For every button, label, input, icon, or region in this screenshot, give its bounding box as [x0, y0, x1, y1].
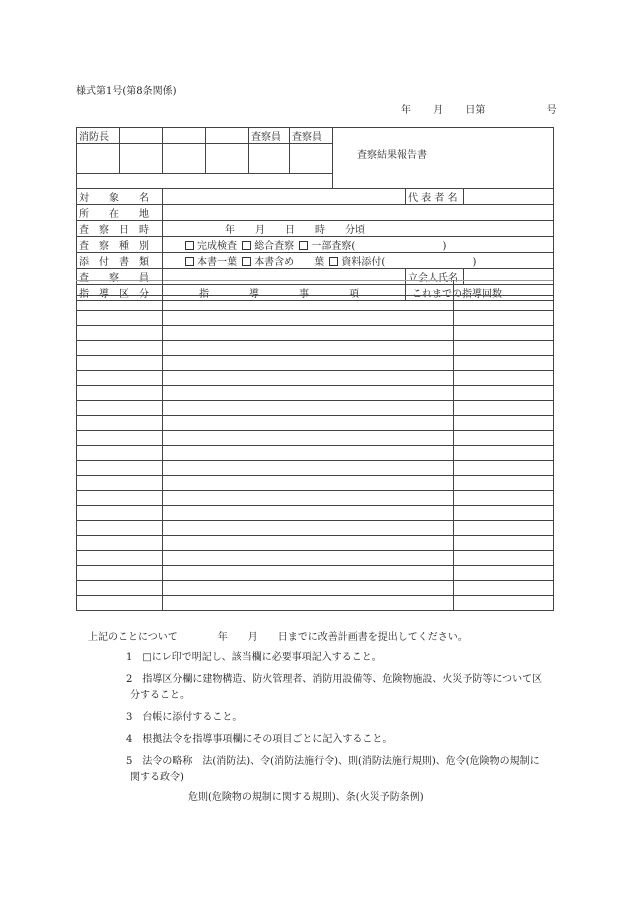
guidance-count-cell[interactable] [454, 476, 554, 491]
guidance-item-cell[interactable] [163, 311, 454, 326]
note-4: 4 根拠法令を指導事項欄にその項目ごとに記入すること。 [126, 734, 393, 745]
guidance-item-cell[interactable] [163, 581, 454, 596]
representative-label: 代 表 者 名 [406, 189, 464, 205]
guidance-item-cell[interactable] [163, 431, 454, 446]
guidance-item-cell[interactable] [163, 491, 454, 506]
guidance-count-cell[interactable] [454, 341, 554, 356]
guidance-item-cell[interactable] [163, 371, 454, 386]
guidance-category-cell[interactable] [77, 461, 163, 476]
guidance-row [77, 536, 554, 551]
guidance-row [77, 461, 554, 476]
guidance-item-cell[interactable] [163, 536, 454, 551]
guidance-row [77, 386, 554, 401]
guidance-item-cell[interactable] [163, 386, 454, 401]
guidance-count-cell[interactable] [454, 536, 554, 551]
guidance-item-cell[interactable] [163, 596, 454, 611]
guidance-category-cell[interactable] [77, 581, 163, 596]
checkbox-one-sheet[interactable] [185, 257, 194, 266]
guidance-item-cell[interactable] [163, 566, 454, 581]
inspector1-header-cell: 査察員 [249, 128, 290, 144]
notes-intro: 上記のことについて 年 月 日までに改善計画書を提出してください。 [88, 632, 468, 643]
guidance-category-cell[interactable] [77, 401, 163, 416]
guidance-count-cell[interactable] [454, 371, 554, 386]
note-2: 2 指導区分欄に建物構造、防火管理者、消防用設備等、危険物施設、火災予防等について区 [126, 674, 543, 685]
guidance-row [77, 296, 554, 311]
guidance-count-cell[interactable] [454, 356, 554, 371]
guidance-item-cell[interactable] [163, 401, 454, 416]
note-5-cont: 関する政令) [130, 772, 184, 783]
guidance-count-header: これまでの指導回数 [406, 285, 554, 301]
representative-field[interactable] [464, 189, 554, 205]
inspector2-sign-box[interactable] [290, 144, 333, 174]
guidance-row [77, 551, 554, 566]
guidance-count-cell[interactable] [454, 311, 554, 326]
guidance-count-cell[interactable] [454, 296, 554, 311]
guidance-row [77, 371, 554, 386]
guidance-row [77, 596, 554, 611]
guidance-category-cell[interactable] [77, 341, 163, 356]
type-label: 査 察 種 別 [77, 237, 163, 253]
guidance-category-cell[interactable] [77, 596, 163, 611]
guidance-count-cell[interactable] [454, 491, 554, 506]
guidance-row [77, 401, 554, 416]
guidance-row [77, 521, 554, 536]
guidance-count-cell[interactable] [454, 596, 554, 611]
date-year: 年 [401, 105, 411, 116]
inspector2-header-cell: 査察員 [290, 128, 333, 144]
guidance-row [77, 446, 554, 461]
notes [88, 632, 542, 804]
inspector1-sign-box[interactable] [249, 144, 290, 174]
guidance-item-cell[interactable] [163, 281, 454, 296]
date-line [401, 105, 557, 117]
guidance-category-cell[interactable] [77, 386, 163, 401]
checkbox-partial[interactable] [299, 241, 308, 250]
date-month: 月 [433, 105, 444, 116]
attach-field: 本書一葉 本書含め 葉 資料添付( ) [163, 253, 554, 269]
guidance-row [77, 311, 554, 326]
guidance-row [77, 491, 554, 506]
guidance-item-cell[interactable] [163, 341, 454, 356]
guidance-category-cell[interactable] [77, 431, 163, 446]
guidance-category-cell[interactable] [77, 356, 163, 371]
guidance-category-header: 指 導 区 分 [77, 285, 163, 301]
location-label: 所 在 地 [77, 205, 163, 221]
checkbox-including[interactable] [242, 257, 251, 266]
note-5-cont2: 危則(危険物の規制に関する規則)、条(火災予防条例) [188, 792, 424, 803]
guidance-item-cell[interactable] [163, 521, 454, 536]
inspector-label: 査 察 員 [77, 269, 163, 285]
guidance-item-cell[interactable] [163, 446, 454, 461]
checkbox-complete[interactable] [185, 241, 194, 250]
guidance-count-cell[interactable] [454, 461, 554, 476]
guidance-count-cell[interactable] [454, 431, 554, 446]
guidance-row [77, 326, 554, 341]
guidance-category-cell[interactable] [77, 281, 163, 296]
guidance-row [77, 506, 554, 521]
guidance-category-cell[interactable] [77, 491, 163, 506]
guidance-item-cell[interactable] [163, 476, 454, 491]
guidance-count-cell[interactable] [454, 386, 554, 401]
guidance-item-cell[interactable] [163, 461, 454, 476]
guidance-count-cell[interactable] [454, 551, 554, 566]
guidance-count-cell[interactable] [454, 566, 554, 581]
guidance-row [77, 431, 554, 446]
guidance-row [77, 356, 554, 371]
guidance-category-cell[interactable] [77, 506, 163, 521]
guidance-category-cell[interactable] [77, 566, 163, 581]
sign-box-2[interactable] [120, 144, 163, 174]
report-title: 査察結果報告書 [357, 150, 427, 161]
note-5: 5 法令の略称 法(消防法)、令(消防法施行令)、則(消防法施行規則)、危令(危険物の規制に [126, 756, 540, 767]
guidance-grid [76, 280, 554, 611]
type-field: 完成検査 総合査察 一部査察( ) [163, 237, 554, 253]
location-field[interactable] [163, 205, 554, 221]
guidance-count-cell[interactable] [454, 326, 554, 341]
guidance-item-cell[interactable] [163, 356, 454, 371]
guidance-category-cell[interactable] [77, 476, 163, 491]
guidance-category-cell[interactable] [77, 536, 163, 551]
guidance-items-header: 指 導 事 項 [163, 285, 406, 301]
guidance-count-cell[interactable] [454, 581, 554, 596]
checkbox-general[interactable] [242, 241, 251, 250]
guidance-row [77, 581, 554, 596]
chief-sign-box[interactable] [77, 144, 120, 174]
guidance-category-cell[interactable] [77, 551, 163, 566]
guidance-item-cell[interactable] [163, 551, 454, 566]
sign-box-4[interactable] [206, 144, 249, 174]
chief-header-cell: 消防長 [77, 128, 120, 144]
guidance-row [77, 341, 554, 356]
guidance-row [77, 566, 554, 581]
sign-box-3[interactable] [163, 144, 206, 174]
guidance-category-cell[interactable] [77, 296, 163, 311]
guidance-count-cell[interactable] [454, 416, 554, 431]
guidance-count-cell[interactable] [454, 506, 554, 521]
guidance-category-cell[interactable] [77, 326, 163, 341]
note-3: 3 台帳に添付すること。 [126, 712, 243, 723]
guidance-row [77, 281, 554, 296]
guidance-row [77, 416, 554, 431]
datetime-field[interactable]: 年 月 日 時 分頃 [163, 221, 554, 237]
guidance-category-cell[interactable] [77, 416, 163, 431]
attach-label: 添 付 書 類 [77, 253, 163, 269]
note-2-cont: 分すること。 [130, 690, 190, 701]
guidance-count-cell[interactable] [454, 521, 554, 536]
date-no: 号 [546, 105, 557, 116]
guidance-item-cell[interactable] [163, 296, 454, 311]
note-1: 1 □にレ印で明記し、該当欄に必要事項記入すること。 [126, 652, 382, 663]
report-form-table [76, 127, 554, 301]
guidance-category-cell[interactable] [77, 446, 163, 461]
witness-label: 立会人氏名 [406, 269, 464, 285]
guidance-category-cell[interactable] [77, 371, 163, 386]
guidance-item-cell[interactable] [163, 326, 454, 341]
object-name-field[interactable] [163, 189, 406, 205]
guidance-category-cell[interactable] [77, 521, 163, 536]
guidance-count-cell[interactable] [454, 281, 554, 296]
form-label: 様式第1号(第8条関係) [76, 86, 177, 97]
object-name-label: 対 象 名 [77, 189, 163, 205]
checkbox-materials[interactable] [329, 257, 338, 266]
datetime-label: 査 察 日 時 [77, 221, 163, 237]
date-day: 日第 [465, 105, 486, 116]
guidance-category-cell[interactable] [77, 311, 163, 326]
guidance-count-cell[interactable] [454, 446, 554, 461]
guidance-item-cell[interactable] [163, 506, 454, 521]
guidance-row [77, 476, 554, 491]
guidance-item-cell[interactable] [163, 416, 454, 431]
guidance-count-cell[interactable] [454, 401, 554, 416]
